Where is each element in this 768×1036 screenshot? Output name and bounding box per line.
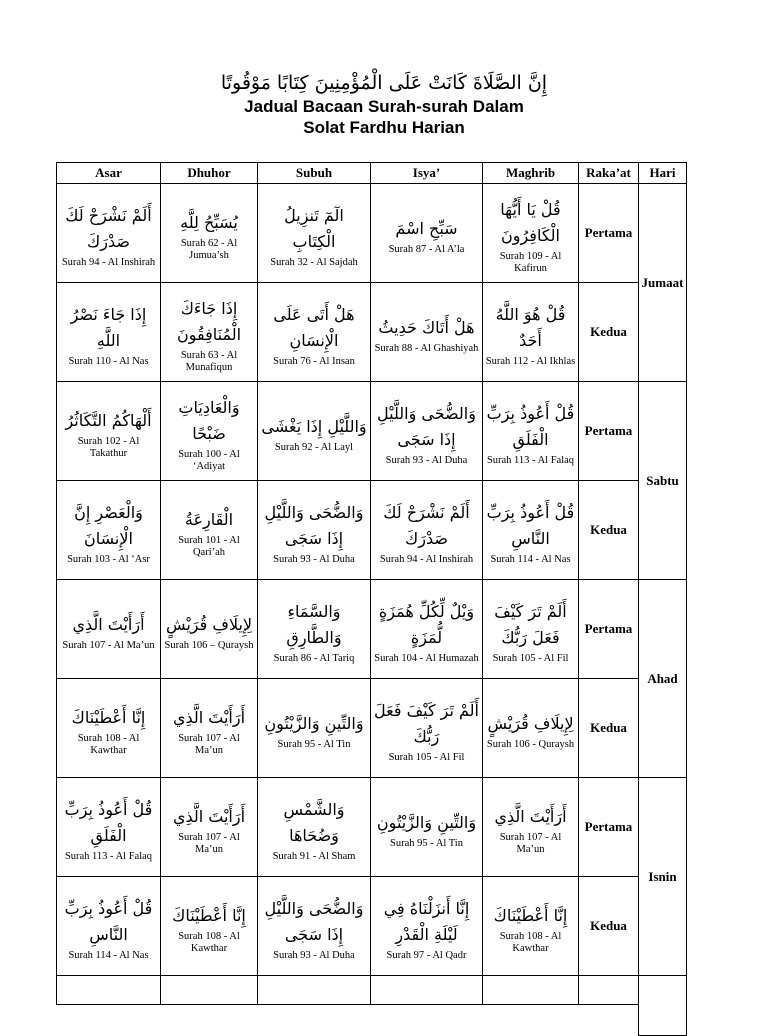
surah-reference: Surah 106 - Quraysh xyxy=(486,739,575,750)
rakaat-label: Kedua xyxy=(579,283,639,382)
surah-cell xyxy=(258,679,371,778)
surah-cell xyxy=(258,481,371,580)
surah-reference: Surah 101 - Al Qari’ah xyxy=(178,535,240,558)
surah-cell xyxy=(57,283,161,382)
column-header-subuh: Subuh xyxy=(258,163,371,184)
column-header-isya: Isya’ xyxy=(371,163,483,184)
surah-cell xyxy=(161,877,258,976)
surah-reference: Surah 107 - Al Ma’un xyxy=(178,832,240,855)
surah-cell xyxy=(161,580,258,679)
arabic-verse: إِنَّ الصَّلَاةَ كَانَتْ عَلَى الْمُؤْمِنِينَ كِتَابًا مَوْقُوتًا xyxy=(220,72,548,94)
rakaat-label: Kedua xyxy=(579,877,639,976)
surah-cell xyxy=(258,580,371,679)
surah-arabic: وَالضُّحَى وَاللَّيْلِ إِذَا سَجَى xyxy=(264,899,364,944)
surah-cell xyxy=(258,283,371,382)
surah-arabic: أَرَأَيْتَ الَّذِي xyxy=(494,807,567,826)
surah-arabic: الْقَارِعَةُ xyxy=(184,510,234,529)
surah-reference: Surah 63 - Al Munafiqun xyxy=(180,350,238,373)
surah-reference: Surah 112 - Al Ikhlas xyxy=(485,356,576,367)
surah-cell xyxy=(57,481,161,580)
surah-reference: Surah 102 - Al Takathur xyxy=(77,436,140,459)
surah-cell xyxy=(258,877,371,976)
surah-cell xyxy=(258,184,371,283)
empty-cell xyxy=(161,976,258,1005)
surah-arabic: لِإِيلَافِ قُرَيْشٍ xyxy=(487,714,574,733)
surah-arabic: وَاللَّيْلِ إِذَا يَغْشَى xyxy=(261,417,367,436)
empty-tail-spacer xyxy=(57,1005,639,1036)
surah-arabic: وَالشَّمْسِ وَضُحَاهَا xyxy=(283,800,345,845)
surah-cell xyxy=(483,481,579,580)
surah-arabic: قُلْ أَعُوذُ بِرَبِّ الْفَلَقِ xyxy=(64,800,153,845)
surah-arabic: يُسَبِّحُ لِلَّهِ xyxy=(180,213,238,232)
surah-reference: Surah 86 - Al Tariq xyxy=(273,653,355,664)
page-title-line2: Solat Fardhu Harian xyxy=(303,118,465,137)
surah-reference: Surah 106 – Quraysh xyxy=(164,640,254,651)
surah-reference: Surah 114 - Al Nas xyxy=(68,950,149,961)
empty-cell xyxy=(579,976,639,1005)
table-row xyxy=(57,382,687,481)
surah-cell xyxy=(483,679,579,778)
empty-cell xyxy=(57,976,161,1005)
surah-arabic: أَرَأَيْتَ الَّذِي xyxy=(172,807,246,826)
surah-reference: Surah 93 - Al Duha xyxy=(273,554,355,565)
surah-arabic: وَالضُّحَى وَاللَّيْلِ إِذَا سَجَى xyxy=(264,503,364,548)
surah-reference: Surah 95 - Al Tin xyxy=(277,739,351,750)
surah-arabic: إِنَّا أَعْطَيْنَاكَ xyxy=(172,906,246,925)
surah-cell xyxy=(371,382,483,481)
surah-arabic: وَيْلٌ لِّكُلِّ هُمَزَةٍ لُّمَزَةٍ xyxy=(378,602,475,647)
surah-arabic: أَلَمْ تَرَ كَيْفَ فَعَلَ رَبُّكَ xyxy=(494,602,567,647)
surah-reference: Surah 108 - Al Kawthar xyxy=(499,931,562,954)
table-row xyxy=(57,679,687,778)
day-label: Jumaat xyxy=(639,184,687,382)
surah-reference: Surah 105 - Al Fil xyxy=(388,752,465,763)
surah-cell xyxy=(161,481,258,580)
surah-arabic: إِنَّا أَعْطَيْنَاكَ xyxy=(71,708,146,727)
surah-arabic: إِنَّا أَعْطَيْنَاكَ xyxy=(493,906,568,925)
surah-cell xyxy=(57,877,161,976)
surah-arabic: أَلَمْ تَرَ كَيْفَ فَعَلَ رَبُّكَ xyxy=(374,701,479,746)
empty-row-tail xyxy=(57,1005,687,1036)
surah-arabic: أَرَأَيْتَ الَّذِي xyxy=(172,708,246,727)
surah-arabic: أَلَمْ نَشْرَحْ لَكَ صَدْرَكَ xyxy=(383,503,470,548)
surah-arabic: وَالسَّمَاءِ وَالطَّارِقِ xyxy=(286,602,342,647)
surah-arabic: قُلْ أَعُوذُ بِرَبِّ النَّاسِ xyxy=(486,503,575,548)
surah-cell xyxy=(57,778,161,877)
surah-cell xyxy=(57,679,161,778)
surah-arabic: وَالتِّينِ وَالزَّيْتُونِ xyxy=(264,714,364,733)
surah-arabic: لِإِيلَافِ قُرَيْشٍ xyxy=(165,615,253,634)
table-row xyxy=(57,778,687,877)
surah-arabic: قُلْ هُوَ اللَّهُ أَحَدٌ xyxy=(495,305,566,350)
rakaat-label: Kedua xyxy=(579,679,639,778)
surah-reference: Surah 100 - Al ‘Adiyat xyxy=(178,449,240,472)
column-header-dhuhor: Dhuhor xyxy=(161,163,258,184)
surah-arabic: وَالْعَصْرِ إِنَّ الْإِنسَانَ xyxy=(74,503,143,548)
surah-arabic: وَالتِّينِ وَالزَّيْتُونِ xyxy=(376,813,477,832)
surah-reference: Surah 87 - Al A’la xyxy=(388,244,465,255)
surah-cell xyxy=(483,580,579,679)
surah-reference: Surah 97 - Al Qadr xyxy=(386,950,467,961)
surah-cell xyxy=(371,283,483,382)
surah-arabic: إِذَا جَاءَكَ الْمُنَافِقُونَ xyxy=(176,299,242,344)
empty-cell xyxy=(371,976,483,1005)
surah-arabic: قُلْ أَعُوذُ بِرَبِّ الْفَلَقِ xyxy=(486,404,575,449)
surah-cell xyxy=(371,184,483,283)
surah-cell xyxy=(483,283,579,382)
rakaat-label: Kedua xyxy=(579,481,639,580)
surah-reference: Surah 103 - Al ‘Asr xyxy=(67,554,150,565)
table-row xyxy=(57,877,687,976)
surah-cell xyxy=(161,382,258,481)
surah-reference: Surah 92 - Al Layl xyxy=(274,442,354,453)
surah-reference: Surah 109 - Al Kafirun xyxy=(499,251,562,274)
surah-cell xyxy=(161,778,258,877)
surah-cell xyxy=(371,481,483,580)
surah-arabic: قُلْ يَا أَيُّهَا الْكَافِرُونَ xyxy=(500,200,561,245)
surah-reference: Surah 114 - Al Nas xyxy=(490,554,571,565)
surah-cell xyxy=(57,580,161,679)
surah-arabic: إِنَّا أَنزَلْنَاهُ فِي لَيْلَةِ الْقَدْرِ xyxy=(383,899,470,944)
surah-reference: Surah 113 - Al Falaq xyxy=(64,851,153,862)
surah-reference: Surah 104 - Al Humazah xyxy=(374,653,479,664)
surah-cell xyxy=(161,283,258,382)
surah-arabic: الٓمٓ تَنزِيلُ الْكِتَابِ xyxy=(284,206,344,251)
surah-cell xyxy=(57,382,161,481)
surah-reference: Surah 76 - Al Insan xyxy=(273,356,355,367)
surah-cell xyxy=(483,184,579,283)
day-label: Isnin xyxy=(639,778,687,976)
surah-arabic: أَلَمْ نَشْرَحْ لَكَ صَدْرَكَ xyxy=(65,206,152,251)
rakaat-label: Pertama xyxy=(579,382,639,481)
surah-reference: Surah 94 - Al Inshirah xyxy=(379,554,474,565)
empty-cell xyxy=(483,976,579,1005)
surah-arabic: وَالضُّحَى وَاللَّيْلِ إِذَا سَجَى xyxy=(377,404,476,449)
page-title-line1: Jadual Bacaan Surah-surah Dalam xyxy=(244,97,524,116)
surah-reference: Surah 107 - Al Ma’un xyxy=(62,640,155,651)
empty-cell xyxy=(258,976,371,1005)
empty-cell xyxy=(639,976,687,1036)
surah-arabic: قُلْ أَعُوذُ بِرَبِّ النَّاسِ xyxy=(64,899,153,944)
table-row xyxy=(57,184,687,283)
column-header-rakaat: Raka’at xyxy=(579,163,639,184)
surah-reference: Surah 107 - Al Ma’un xyxy=(499,832,562,855)
surah-reference: Surah 110 - Al Nas xyxy=(68,356,149,367)
surah-cell xyxy=(371,877,483,976)
surah-cell xyxy=(371,679,483,778)
surah-reference: Surah 62 - Al Jumua’sh xyxy=(180,238,238,261)
table-row xyxy=(57,580,687,679)
rakaat-label: Pertama xyxy=(579,184,639,283)
surah-cell xyxy=(483,877,579,976)
surah-reference: Surah 32 - Al Sajdah xyxy=(270,257,358,268)
table-header-row xyxy=(57,163,687,184)
surah-reference: Surah 108 - Al Kawthar xyxy=(77,733,140,756)
surah-arabic: وَالْعَادِيَاتِ ضَبْحًا xyxy=(178,398,240,443)
surah-cell xyxy=(483,778,579,877)
empty-row xyxy=(57,976,687,1005)
surah-reference: Surah 108 - Al Kawthar xyxy=(178,931,240,954)
surah-reference: Surah 105 - Al Fil xyxy=(492,653,569,664)
column-header-asar: Asar xyxy=(57,163,161,184)
surah-reference: Surah 91 - Al Sham xyxy=(272,851,356,862)
page-header xyxy=(0,70,768,138)
surah-cell xyxy=(161,679,258,778)
surah-reference: Surah 95 - Al Tin xyxy=(390,838,463,849)
surah-reference: Surah 107 - Al Ma’un xyxy=(178,733,240,756)
surah-reference: Surah 94 - Al Inshirah xyxy=(61,257,156,268)
surah-reference: Surah 93 - Al Duha xyxy=(273,950,355,961)
surah-reference: Surah 88 - Al Ghashiyah xyxy=(374,343,479,354)
surah-arabic: هَلْ أَتَاكَ حَدِيثُ xyxy=(378,318,475,337)
surah-cell xyxy=(258,382,371,481)
table-row xyxy=(57,283,687,382)
surah-arabic: أَلْهَاكُمُ التَّكَاثُرُ xyxy=(65,411,152,430)
surah-arabic: هَلْ أَتَى عَلَى الْإِنسَانِ xyxy=(273,305,355,350)
surah-reference: Surah 113 - Al Falaq xyxy=(486,455,575,466)
table-row xyxy=(57,481,687,580)
surah-cell xyxy=(371,778,483,877)
rakaat-label: Pertama xyxy=(579,580,639,679)
column-header-maghrib: Maghrib xyxy=(483,163,579,184)
surah-cell xyxy=(161,184,258,283)
rakaat-label: Pertama xyxy=(579,778,639,877)
surah-cell xyxy=(371,580,483,679)
surah-cell xyxy=(258,778,371,877)
day-label: Sabtu xyxy=(639,382,687,580)
surah-reference: Surah 93 - Al Duha xyxy=(385,455,468,466)
surah-arabic: إِذَا جَاءَ نَصْرُ اللَّهِ xyxy=(70,305,147,350)
day-label: Ahad xyxy=(639,580,687,778)
surah-cell xyxy=(483,382,579,481)
surah-arabic: سَبِّحِ اسْمَ xyxy=(395,219,458,238)
schedule-table xyxy=(56,162,687,1036)
surah-cell xyxy=(57,184,161,283)
surah-arabic: أَرَأَيْتَ الَّذِي xyxy=(72,615,145,634)
column-header-hari: Hari xyxy=(639,163,687,184)
